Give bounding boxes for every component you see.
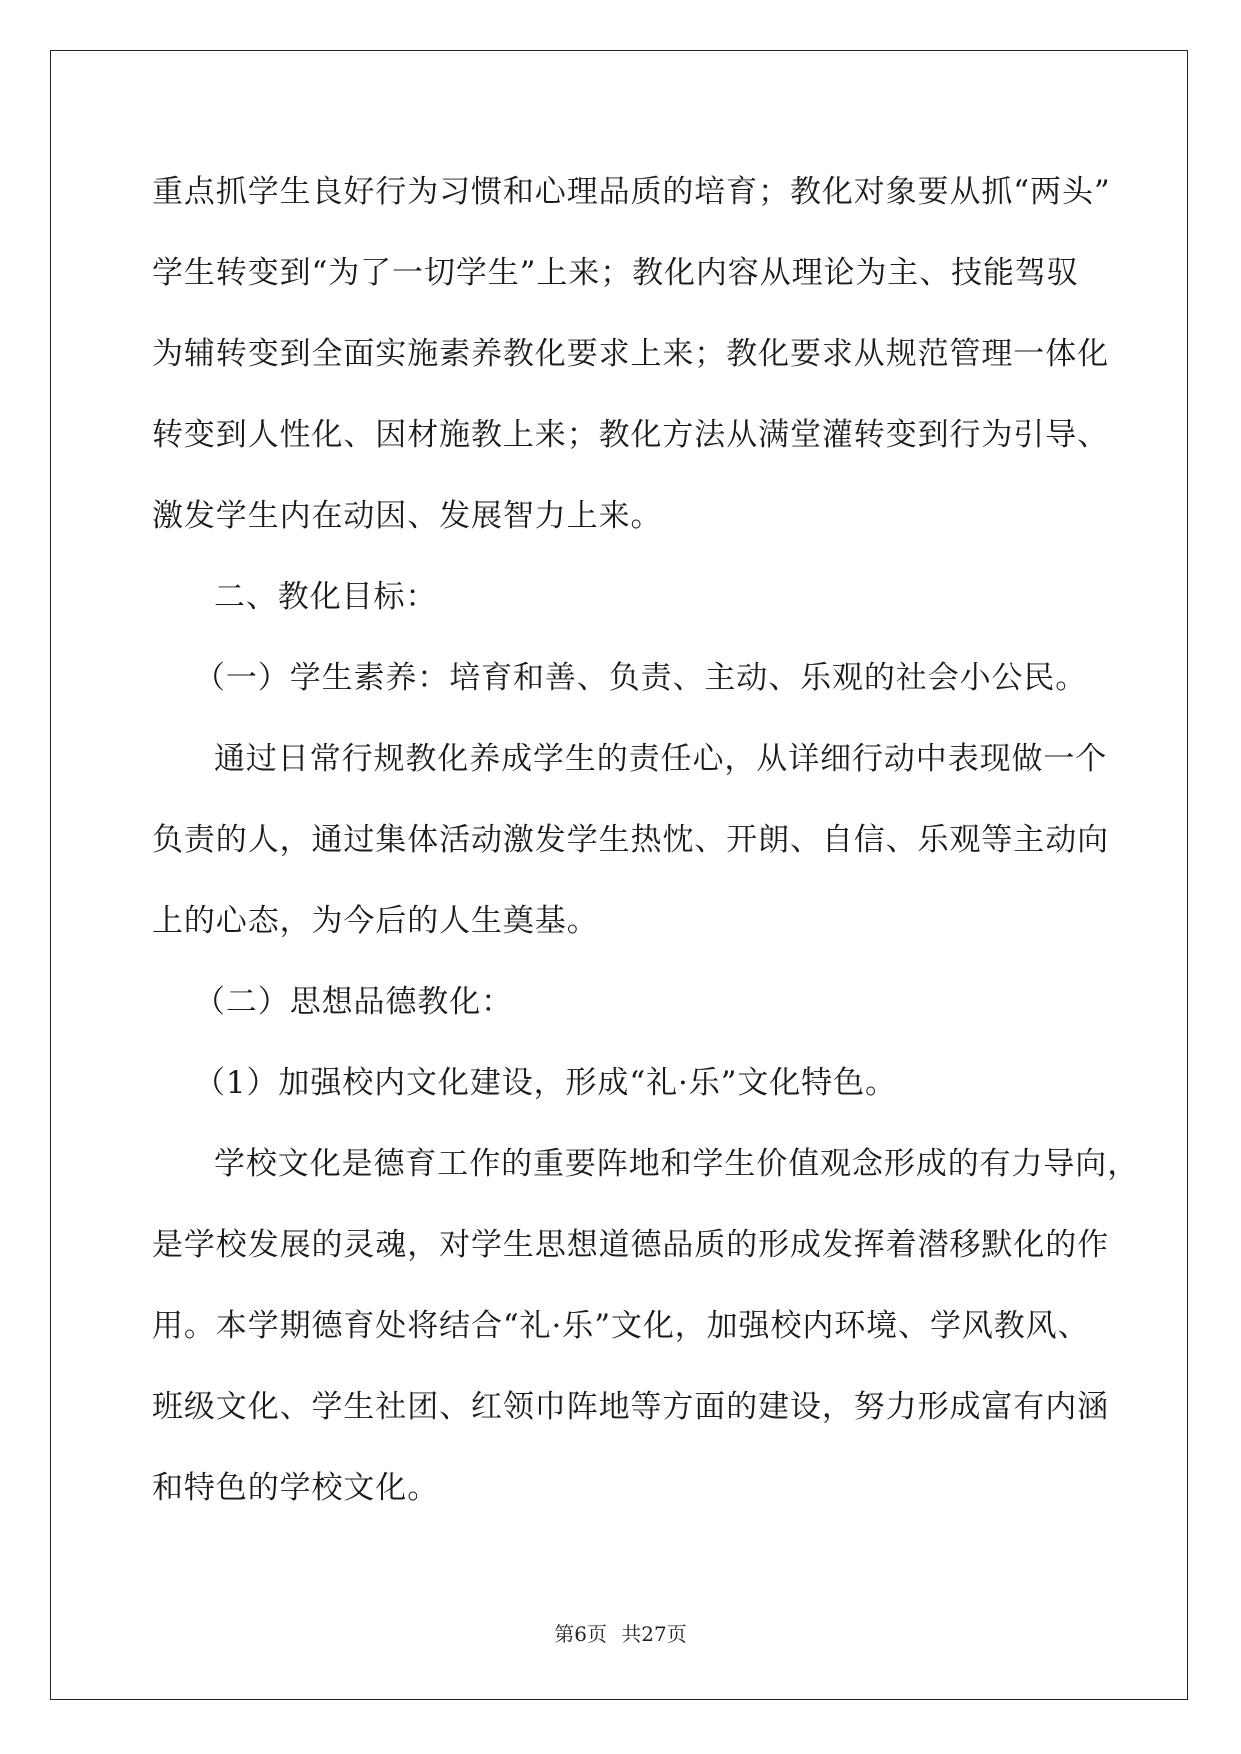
subsection-heading: （二）思想品德教化： — [194, 984, 513, 1020]
paragraph-line: 是学校发展的灵魂，对学生思想道德品质的形成发挥着潜移默化的作 — [152, 1227, 1109, 1263]
paragraph-line: 转变到人性化、因材施教上来；教化方法从满堂灌转变到行为引导、 — [152, 417, 1109, 453]
paragraph-line: 上的心态，为今后的人生奠基。 — [152, 903, 599, 939]
paragraph-line: 用。本学期德育处将结合“礼·乐”文化，加强校内环境、学风教风、 — [152, 1308, 1090, 1344]
page-footer — [0, 1618, 1241, 1647]
paragraph-line: 重点抓学生良好行为习惯和心理品质的培育；教化对象要从抓“两头” — [152, 174, 1111, 210]
section-heading: 二、教化目标： — [214, 579, 438, 615]
page-total: 共27页 — [621, 1622, 687, 1646]
item-heading: （1）加强校内文化建设，形成“礼·乐”文化特色。 — [194, 1065, 897, 1101]
page-number: 第6页 — [554, 1622, 607, 1646]
document-body — [152, 152, 1140, 1529]
paragraph-line: 和特色的学校文化。 — [152, 1470, 440, 1506]
paragraph-line: 激发学生内在动因、发展智力上来。 — [152, 498, 663, 534]
paragraph-line: 通过日常行规教化养成学生的责任心，从详细行动中表现做一个 — [214, 741, 1108, 777]
paragraph-line: 班级文化、学生社团、红领巾阵地等方面的建设，努力形成富有内涵 — [152, 1389, 1109, 1425]
subsection-heading: （一）学生素养：培育和善、负责、主动、乐观的社会小公民。 — [194, 660, 1088, 696]
paragraph-line: 为辅转变到全面实施素养教化要求上来；教化要求从规范管理一体化 — [152, 336, 1109, 372]
paragraph-line: 负责的人，通过集体活动激发学生热忱、开朗、自信、乐观等主动向 — [152, 822, 1109, 858]
paragraph-line: 学生转变到“为了一切学生”上来；教化内容从理论为主、技能驾驭 — [152, 255, 1079, 291]
paragraph-line: 学校文化是德育工作的重要阵地和学生价值观念形成的有力导向， — [214, 1146, 1140, 1182]
